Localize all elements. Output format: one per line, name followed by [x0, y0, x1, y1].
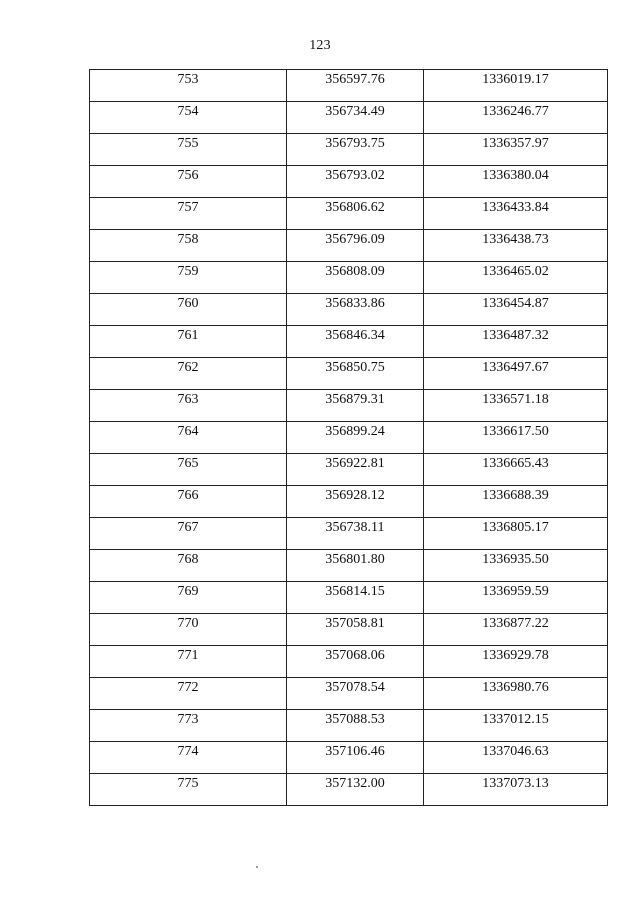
point-number-cell: 765	[90, 454, 287, 486]
point-number-cell: 770	[90, 614, 287, 646]
point-number-cell: 753	[90, 70, 287, 102]
x-coordinate-cell: 357078.54	[287, 678, 424, 710]
x-coordinate-cell: 356793.75	[287, 134, 424, 166]
table-row	[90, 134, 608, 166]
point-number-cell: 774	[90, 742, 287, 774]
x-coordinate-cell: 357088.53	[287, 710, 424, 742]
table-row	[90, 518, 608, 550]
table-row	[90, 422, 608, 454]
point-number-cell: 754	[90, 102, 287, 134]
point-number-cell: 758	[90, 230, 287, 262]
coordinate-table	[89, 69, 608, 806]
y-coordinate-cell: 1336487.32	[424, 326, 608, 358]
point-number-cell: 769	[90, 582, 287, 614]
point-number-cell: 775	[90, 774, 287, 806]
y-coordinate-cell: 1336380.04	[424, 166, 608, 198]
table-row	[90, 198, 608, 230]
point-number-cell: 760	[90, 294, 287, 326]
point-number-cell: 767	[90, 518, 287, 550]
y-coordinate-cell: 1336571.18	[424, 390, 608, 422]
y-coordinate-cell: 1336935.50	[424, 550, 608, 582]
page-number: 123	[309, 38, 331, 53]
y-coordinate-cell: 1337012.15	[424, 710, 608, 742]
y-coordinate-cell: 1336246.77	[424, 102, 608, 134]
table-row	[90, 774, 608, 806]
table-row	[90, 102, 608, 134]
table-row	[90, 166, 608, 198]
y-coordinate-cell: 1336454.87	[424, 294, 608, 326]
table-row	[90, 390, 608, 422]
table-row	[90, 550, 608, 582]
point-number-cell: 757	[90, 198, 287, 230]
x-coordinate-cell: 357106.46	[287, 742, 424, 774]
y-coordinate-cell: 1336497.67	[424, 358, 608, 390]
x-coordinate-cell: 356879.31	[287, 390, 424, 422]
table-row	[90, 486, 608, 518]
x-coordinate-cell: 356738.11	[287, 518, 424, 550]
point-number-cell: 756	[90, 166, 287, 198]
x-coordinate-cell: 356801.80	[287, 550, 424, 582]
x-coordinate-cell: 356808.09	[287, 262, 424, 294]
table-row	[90, 358, 608, 390]
coordinate-table-body	[90, 70, 608, 806]
y-coordinate-cell: 1336438.73	[424, 230, 608, 262]
x-coordinate-cell: 356850.75	[287, 358, 424, 390]
y-coordinate-cell: 1336929.78	[424, 646, 608, 678]
table-row	[90, 742, 608, 774]
y-coordinate-cell: 1336877.22	[424, 614, 608, 646]
x-coordinate-cell: 357068.06	[287, 646, 424, 678]
x-coordinate-cell: 357058.81	[287, 614, 424, 646]
point-number-cell: 761	[90, 326, 287, 358]
table-row	[90, 230, 608, 262]
table-row	[90, 326, 608, 358]
point-number-cell: 771	[90, 646, 287, 678]
y-coordinate-cell: 1336617.50	[424, 422, 608, 454]
x-coordinate-cell: 356928.12	[287, 486, 424, 518]
y-coordinate-cell: 1337073.13	[424, 774, 608, 806]
table-row	[90, 454, 608, 486]
table-row	[90, 614, 608, 646]
table-row	[90, 678, 608, 710]
y-coordinate-cell: 1336959.59	[424, 582, 608, 614]
y-coordinate-cell: 1336688.39	[424, 486, 608, 518]
point-number-cell: 759	[90, 262, 287, 294]
x-coordinate-cell: 357132.00	[287, 774, 424, 806]
x-coordinate-cell: 356796.09	[287, 230, 424, 262]
y-coordinate-cell: 1336465.02	[424, 262, 608, 294]
table-row	[90, 262, 608, 294]
point-number-cell: 755	[90, 134, 287, 166]
point-number-cell: 763	[90, 390, 287, 422]
y-coordinate-cell: 1336665.43	[424, 454, 608, 486]
x-coordinate-cell: 356922.81	[287, 454, 424, 486]
y-coordinate-cell: 1336019.17	[424, 70, 608, 102]
table-row	[90, 70, 608, 102]
x-coordinate-cell: 356734.49	[287, 102, 424, 134]
point-number-cell: 773	[90, 710, 287, 742]
point-number-cell: 766	[90, 486, 287, 518]
table-row	[90, 582, 608, 614]
y-coordinate-cell: 1336805.17	[424, 518, 608, 550]
point-number-cell: 762	[90, 358, 287, 390]
x-coordinate-cell: 356793.02	[287, 166, 424, 198]
x-coordinate-cell: 356814.15	[287, 582, 424, 614]
table-row	[90, 710, 608, 742]
x-coordinate-cell: 356899.24	[287, 422, 424, 454]
x-coordinate-cell: 356597.76	[287, 70, 424, 102]
x-coordinate-cell: 356806.62	[287, 198, 424, 230]
y-coordinate-cell: 1336357.97	[424, 134, 608, 166]
y-coordinate-cell: 1336980.76	[424, 678, 608, 710]
point-number-cell: 764	[90, 422, 287, 454]
point-number-cell: 772	[90, 678, 287, 710]
point-number-cell: 768	[90, 550, 287, 582]
y-coordinate-cell: 1337046.63	[424, 742, 608, 774]
scan-speck	[256, 866, 258, 868]
table-row	[90, 294, 608, 326]
x-coordinate-cell: 356833.86	[287, 294, 424, 326]
x-coordinate-cell: 356846.34	[287, 326, 424, 358]
table-row	[90, 646, 608, 678]
y-coordinate-cell: 1336433.84	[424, 198, 608, 230]
